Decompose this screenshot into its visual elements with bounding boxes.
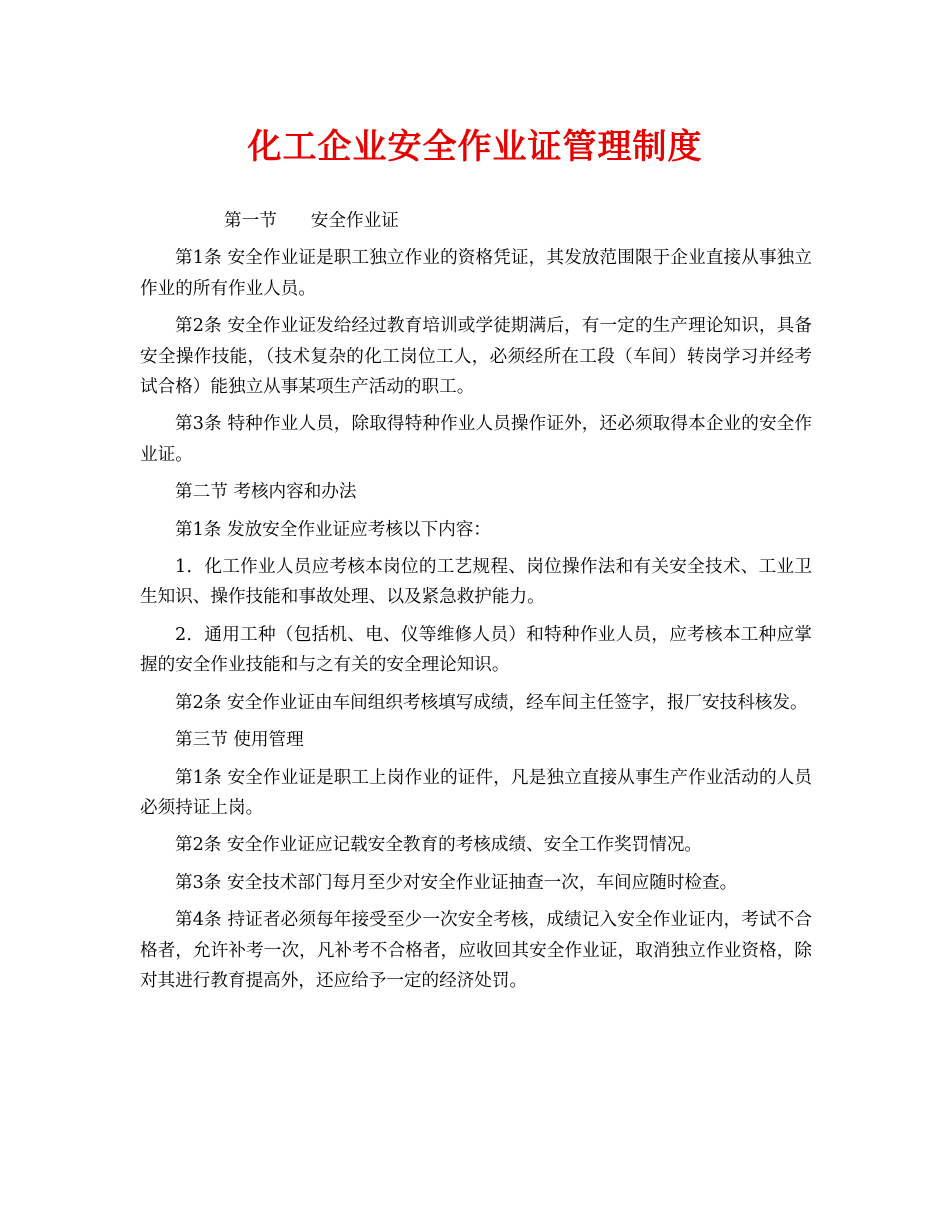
document-body <box>140 206 812 996</box>
paragraph: 第1条 安全作业证是职工独立作业的资格凭证，其发放范围限于企业直接从事独立作业的所有作业人员。 <box>140 248 812 299</box>
paragraph: 第4条 持证者必须每年接受至少一次安全考核，成绩记入安全作业证内，考试不合格者，允许补考一次，凡补考不合格者，应收回其安全作业证，取消独立作业资格，除对其进行教育提高外，还应给予一定的经济处罚。 <box>140 910 812 991</box>
paragraph: 第2条 安全作业证发给经过教育培训或学徒期满后，有一定的生产理论知识，具备安全操作技能，（技术复杂的化工岗位工人，必须经所在工段（车间）转岗学习并经考试合格）能独立从事某项生产活动的职工。 <box>140 316 812 398</box>
document-title: 化工企业安全作业证管理制度 <box>247 127 703 167</box>
section-heading-2: 第二节 考核内容和办法 <box>175 482 357 503</box>
paragraph: 第2条 安全作业证应记载安全教育的考核成绩、安全工作奖罚情况。 <box>175 835 703 856</box>
paragraph: 第3条 特种作业人员，除取得特种作业人员操作证外，还必须取得本企业的安全作业证。 <box>140 414 812 465</box>
paragraph: 第1条 发放安全作业证应考核以下内容： <box>175 519 491 540</box>
paragraph: 第1条 安全作业证是职工上岗作业的证件，凡是独立直接从事生产作业活动的人员必须持证上岗。 <box>140 767 812 818</box>
section-label-1: 第一节 <box>224 211 277 231</box>
section-heading-3: 第三节 使用管理 <box>175 730 304 751</box>
section-heading-1 <box>140 206 812 236</box>
paragraph: 1．化工作业人员应考核本岗位的工艺规程、岗位操作法和有关安全技术、工业卫生知识、操作技能和事故处理、以及紧急救护能力。 <box>140 557 812 608</box>
paragraph: 2．通用工种（包括机、电、仪等维修人员）和特种作业人员，应考核本工种应掌握的安全作业技能和与之有关的安全理论知识。 <box>140 624 812 676</box>
paragraph: 第3条 安全技术部门每月至少对安全作业证抽查一次，车间应随时检查。 <box>175 872 738 893</box>
paragraph: 第2条 安全作业证由车间组织考核填写成绩，经车间主任签字，报厂安技科核发。 <box>175 692 808 713</box>
section-title-1: 安全作业证 <box>310 211 399 231</box>
